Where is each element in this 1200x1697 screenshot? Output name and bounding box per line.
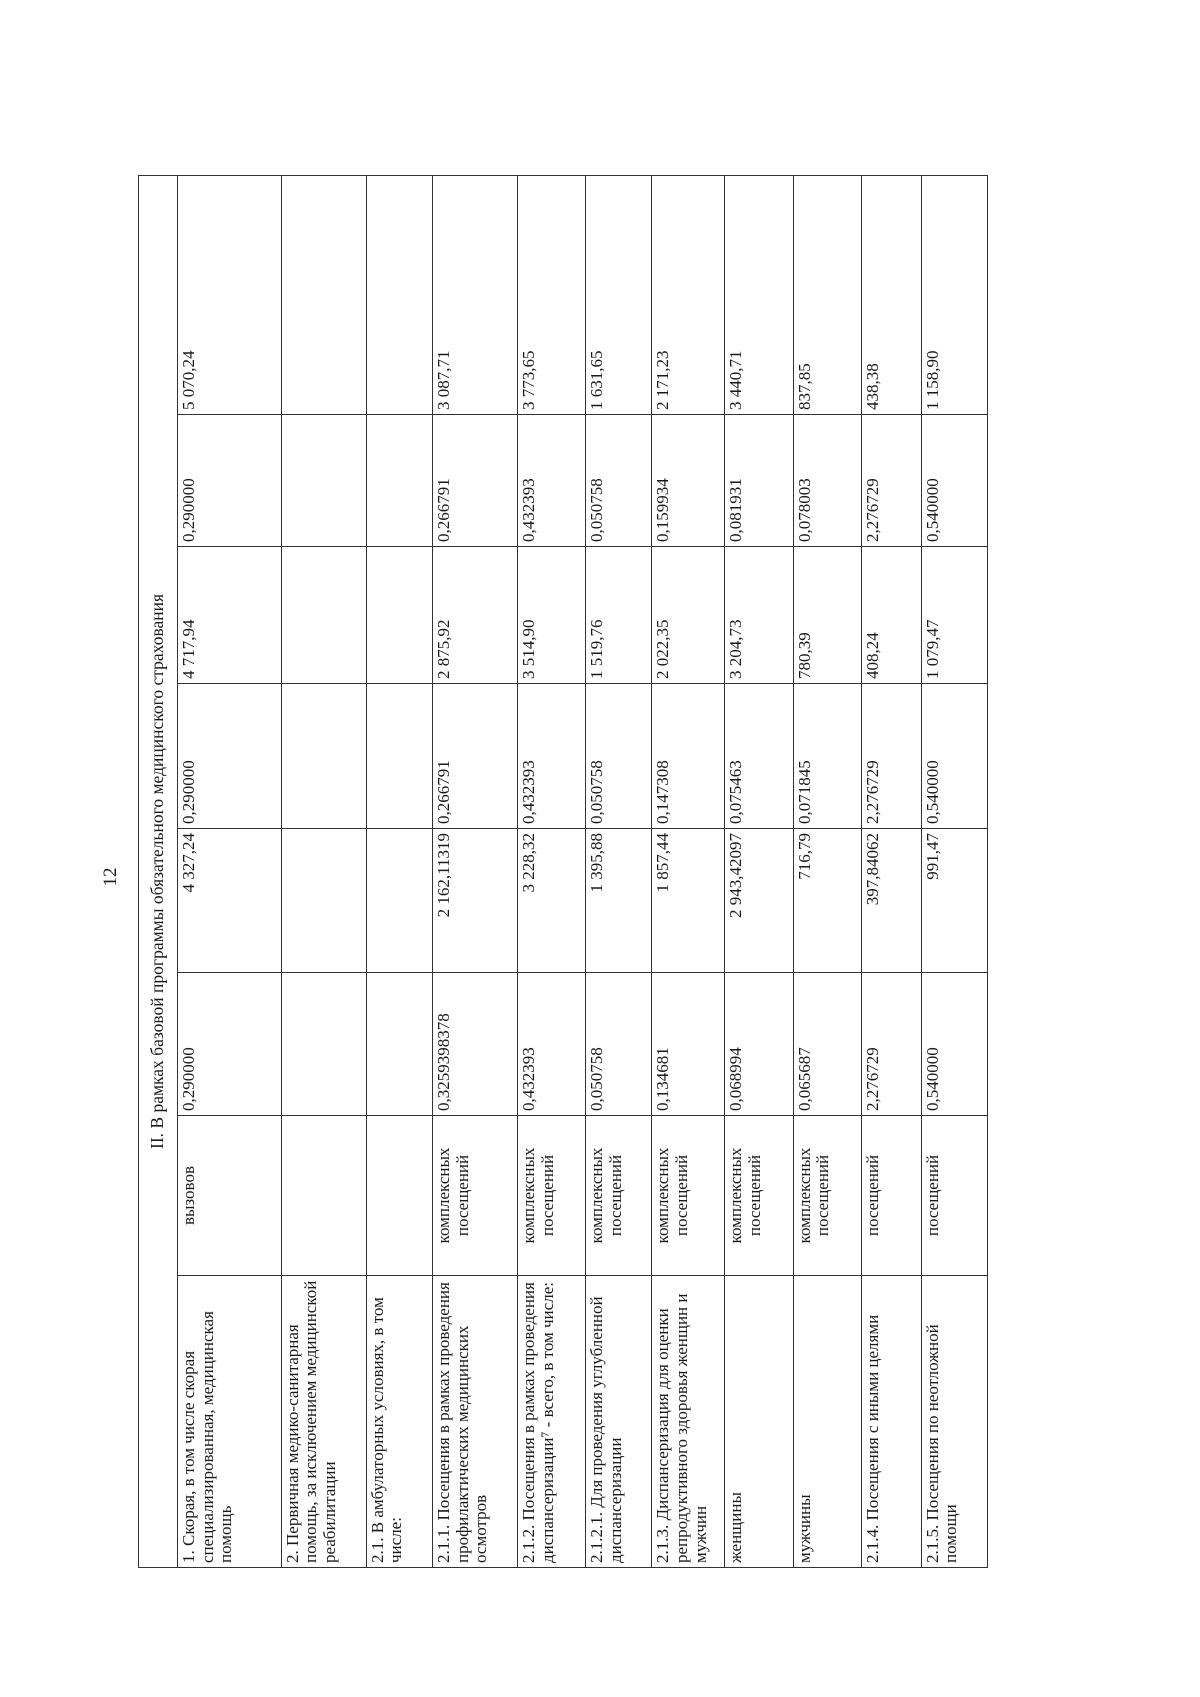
row-name-cell: мужчины bbox=[793, 1276, 861, 1568]
row-cost-2026-cell bbox=[366, 547, 432, 684]
row-cost-2025-cell: 1 395,88 bbox=[586, 829, 652, 973]
row-cost-2027-cell: 3 087,71 bbox=[432, 175, 517, 414]
row-cost-2026-cell bbox=[281, 547, 366, 684]
row-cost-2026-cell: 1 519,76 bbox=[586, 547, 652, 684]
row-name-cell: 1. Скорая, в том числе скорая специализированная, медицинская помощь bbox=[178, 1276, 282, 1568]
row-volume-2025-cell bbox=[366, 973, 432, 1116]
row-cost-2026-cell: 408,24 bbox=[862, 547, 922, 684]
row-volume-2025-cell: 0,3259398378 bbox=[432, 973, 517, 1116]
row-volume-2027-cell bbox=[366, 415, 432, 547]
row-volume-2025-cell: 0,068994 bbox=[725, 973, 793, 1116]
row-name-cell: 2.1.2. Посещения в рамках проведения диспансеризации⁷ - всего, в том числе: bbox=[517, 1276, 585, 1568]
row-cost-2026-cell: 3 204,73 bbox=[725, 547, 793, 684]
row-cost-2027-cell bbox=[366, 175, 432, 414]
row-cost-2026-cell: 3 514,90 bbox=[517, 547, 585, 684]
row-name-cell: 2. Первичная медико-санитарная помощь, за исключением медицинской реабилитации bbox=[281, 1276, 366, 1568]
data-table bbox=[138, 175, 988, 1568]
table-row bbox=[586, 175, 652, 1567]
table-row bbox=[725, 175, 793, 1567]
row-name-cell: 2.1.4. Посещения с иными целями bbox=[862, 1276, 922, 1568]
row-cost-2027-cell: 438,38 bbox=[862, 175, 922, 414]
row-volume-2027-cell: 2,276729 bbox=[862, 415, 922, 547]
row-cost-2027-cell: 1 631,65 bbox=[586, 175, 652, 414]
row-cost-2026-cell: 4 717,94 bbox=[178, 547, 282, 684]
row-volume-2026-cell: 0,432393 bbox=[517, 684, 585, 829]
row-name-cell: 2.1. В амбулаторных условиях, в том числе: bbox=[366, 1276, 432, 1568]
row-volume-2027-cell: 0,078003 bbox=[793, 415, 861, 547]
row-name-cell: 2.1.2.1. Для проведения углубленной диспансеризации bbox=[586, 1276, 652, 1568]
row-cost-2026-cell: 2 875,92 bbox=[432, 547, 517, 684]
row-cost-2027-cell: 1 158,90 bbox=[921, 175, 987, 414]
row-cost-2025-cell bbox=[281, 829, 366, 973]
row-cost-2027-cell: 5 070,24 bbox=[178, 175, 282, 414]
page-number: 12 bbox=[100, 867, 121, 887]
row-volume-2026-cell: 0,075463 bbox=[725, 684, 793, 829]
section-title: II. В рамках базовой программы обязательного медицинского страхования bbox=[139, 175, 178, 1567]
table-row bbox=[517, 175, 585, 1567]
table-container bbox=[138, 176, 988, 1568]
row-volume-2025-cell: 0,065687 bbox=[793, 973, 861, 1116]
row-cost-2026-cell: 780,39 bbox=[793, 547, 861, 684]
row-unit-cell: комплексных посещений bbox=[793, 1116, 861, 1276]
table-row bbox=[178, 175, 282, 1567]
row-volume-2027-cell: 0,540000 bbox=[921, 415, 987, 547]
table-row bbox=[281, 175, 366, 1567]
row-unit-cell: комплексных посещений bbox=[517, 1116, 585, 1276]
row-cost-2027-cell: 2 171,23 bbox=[652, 175, 725, 414]
row-cost-2025-cell: 2 162,11319 bbox=[432, 829, 517, 973]
row-name-cell: 2.1.3. Диспансеризация для оценки репродуктивного здоровья женщин и мужчин bbox=[652, 1276, 725, 1568]
row-cost-2025-cell: 397,84062 bbox=[862, 829, 922, 973]
row-unit-cell: комплексных посещений bbox=[652, 1116, 725, 1276]
row-cost-2025-cell: 716,79 bbox=[793, 829, 861, 973]
row-volume-2025-cell: 0,290000 bbox=[178, 973, 282, 1116]
row-volume-2027-cell: 0,050758 bbox=[586, 415, 652, 547]
row-volume-2026-cell: 0,290000 bbox=[178, 684, 282, 829]
row-volume-2026-cell: 0,071845 bbox=[793, 684, 861, 829]
row-name-cell: 2.1.5. Посещения по неотложной помощи bbox=[921, 1276, 987, 1568]
row-volume-2025-cell: 2,276729 bbox=[862, 973, 922, 1116]
row-cost-2025-cell: 1 857,44 bbox=[652, 829, 725, 973]
row-volume-2027-cell bbox=[281, 415, 366, 547]
row-unit-cell: посещений bbox=[862, 1116, 922, 1276]
row-volume-2027-cell: 0,266791 bbox=[432, 415, 517, 547]
row-unit-cell: комплексных посещений bbox=[586, 1116, 652, 1276]
row-cost-2027-cell: 3 440,71 bbox=[725, 175, 793, 414]
row-volume-2025-cell: 0,432393 bbox=[517, 973, 585, 1116]
row-cost-2025-cell: 991,47 bbox=[921, 829, 987, 973]
row-unit-cell: посещений bbox=[921, 1116, 987, 1276]
row-cost-2026-cell: 1 079,47 bbox=[921, 547, 987, 684]
table-row bbox=[366, 175, 432, 1567]
row-unit-cell: вызовов bbox=[178, 1116, 282, 1276]
row-cost-2025-cell: 3 228,32 bbox=[517, 829, 585, 973]
row-volume-2026-cell bbox=[366, 684, 432, 829]
row-volume-2027-cell: 0,290000 bbox=[178, 415, 282, 547]
row-volume-2026-cell: 0,540000 bbox=[921, 684, 987, 829]
table-body bbox=[178, 175, 988, 1567]
row-volume-2025-cell: 0,050758 bbox=[586, 973, 652, 1116]
row-volume-2026-cell: 0,050758 bbox=[586, 684, 652, 829]
row-unit-cell bbox=[281, 1116, 366, 1276]
section-header-row bbox=[139, 175, 178, 1567]
row-volume-2027-cell: 0,432393 bbox=[517, 415, 585, 547]
row-cost-2027-cell: 3 773,65 bbox=[517, 175, 585, 414]
table-row bbox=[862, 175, 922, 1567]
table-row bbox=[793, 175, 861, 1567]
row-name-cell: 2.1.1. Посещения в рамках проведения профилактических медицинских осмотров bbox=[432, 1276, 517, 1568]
row-cost-2025-cell: 4 327,24 bbox=[178, 829, 282, 973]
row-volume-2027-cell: 0,081931 bbox=[725, 415, 793, 547]
table-row bbox=[652, 175, 725, 1567]
row-volume-2027-cell: 0,159934 bbox=[652, 415, 725, 547]
row-volume-2026-cell bbox=[281, 684, 366, 829]
row-cost-2027-cell: 837,85 bbox=[793, 175, 861, 414]
row-volume-2025-cell: 0,540000 bbox=[921, 973, 987, 1116]
table-row bbox=[921, 175, 987, 1567]
row-unit-cell bbox=[366, 1116, 432, 1276]
row-volume-2026-cell: 0,266791 bbox=[432, 684, 517, 829]
row-volume-2026-cell: 0,147308 bbox=[652, 684, 725, 829]
table-row bbox=[432, 175, 517, 1567]
row-name-cell: женщины bbox=[725, 1276, 793, 1568]
row-cost-2025-cell: 2 943,42097 bbox=[725, 829, 793, 973]
row-cost-2027-cell bbox=[281, 175, 366, 414]
row-unit-cell: комплексных посещений bbox=[725, 1116, 793, 1276]
row-unit-cell: комплексных посещений bbox=[432, 1116, 517, 1276]
row-volume-2026-cell: 2,276729 bbox=[862, 684, 922, 829]
row-cost-2025-cell bbox=[366, 829, 432, 973]
row-cost-2026-cell: 2 022,35 bbox=[652, 547, 725, 684]
row-volume-2025-cell: 0,134681 bbox=[652, 973, 725, 1116]
row-volume-2025-cell bbox=[281, 973, 366, 1116]
